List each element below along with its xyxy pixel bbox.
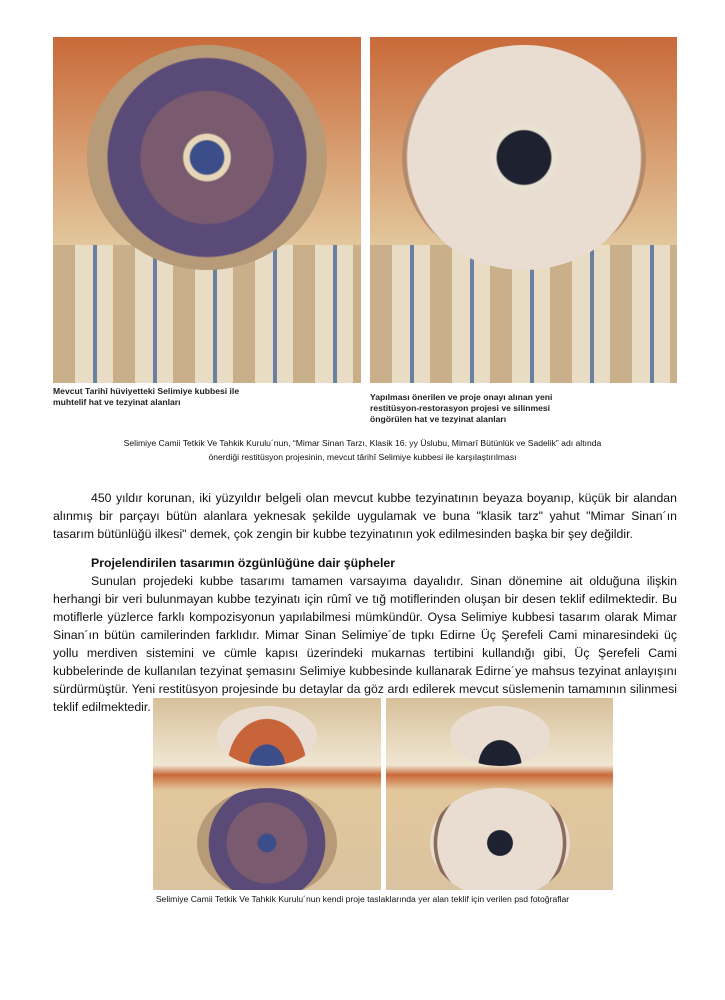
proposed-dome-photo xyxy=(370,37,677,383)
paragraph-1-text: 450 yıldır korunan, iki yüzyıldır belgeli olan mevcut kubbe tezyinatının beyaza boyanıp, küçük bir alandan alınmış bir parçayı bütün alanlara yeknesak şekilde uygulamak ve buna "klasik tarz" yahut "Mimar Sinan´ın tasarım bütünlüğü ilkesi" demek, çok zengin bir kubbe tezyinatının yok edilmesinden başka bir şey değildir. xyxy=(53,491,677,541)
existing-dome-caption: Mevcut Tarihî hüviyetteki Selimiye kubbesi ile muhtelif hat ve tezyinat alanları xyxy=(53,386,240,407)
figure2-caption: Selimiye Camii Tetkik Ve Tahkik Kurulu´nun kendi proje taslaklarında yer alan teklif için verilen psd fotoğraflar xyxy=(155,894,570,904)
existing-dome-psd-photo xyxy=(153,698,381,890)
proposed-dome-psd-photo xyxy=(386,698,613,890)
proposed-dome-caption: Yapılması önerilen ve proje onayı alınan yeni restitüsyon-restorasyon projesi ve silinmesi öngörülen hat ve tezyinat alanları xyxy=(370,392,553,424)
paragraph-1 xyxy=(53,489,677,543)
paragraph-2-text: Sunulan projedeki kubbe tasarımı tamamen varsayıma dayalıdır. Sinan dönemine ait olduğuna ilişkin herhangi bir veri bulunmayan kubbe tezyinatı için rûmî ve tığ motiflerinden oluşan bir desen teklif edilmektedir. Bu motiflerle yüzlerce farklı kompozisyonun yapılabilmesi mümkündür. Oysa Selimiye kubbesi tasarım olarak Mimar Sinan´ın bütün camilerinden farklıdır. Mimar Sinan Selimiye´de tıpkı Edirne Üç Şerefeli Cami minaresindeki üç yollu merdiven sistemini ve cümle kapısı üzerindeki mukarnas tertibini kullandığı gibi, Üç Şerefeli Cami kubbelerinde de kullanılan tezyinat şemasını Selimiye kubbesinde kullanarak Edirne´ye mahsus tezyinat anlayışını sürdürmüştür. Yeni restitüsyon projesinde bu detaylar da göz ardı edilerek mevcut süslemenin tamamının silinmesi teklif edilmektedir. xyxy=(53,574,677,714)
existing-dome-photo xyxy=(53,37,361,383)
paragraph-2 xyxy=(53,572,677,716)
figure1-caption: Selimiye Camii Tetkik Ve Tahkik Kurulu´nun, “Mimar Sinan Tarzı, Klasik 16. yy Üslubu, Mimarî Bütünlük ve Sadelik” adı altında önerdiği restitüsyon projesinin, mevcut târihî Selimiye kubbesi ile karşılaştırılması xyxy=(123,438,602,462)
section-heading: Projelendirilen tasarımın özgünlüğüne dair şüpheler xyxy=(91,556,396,570)
